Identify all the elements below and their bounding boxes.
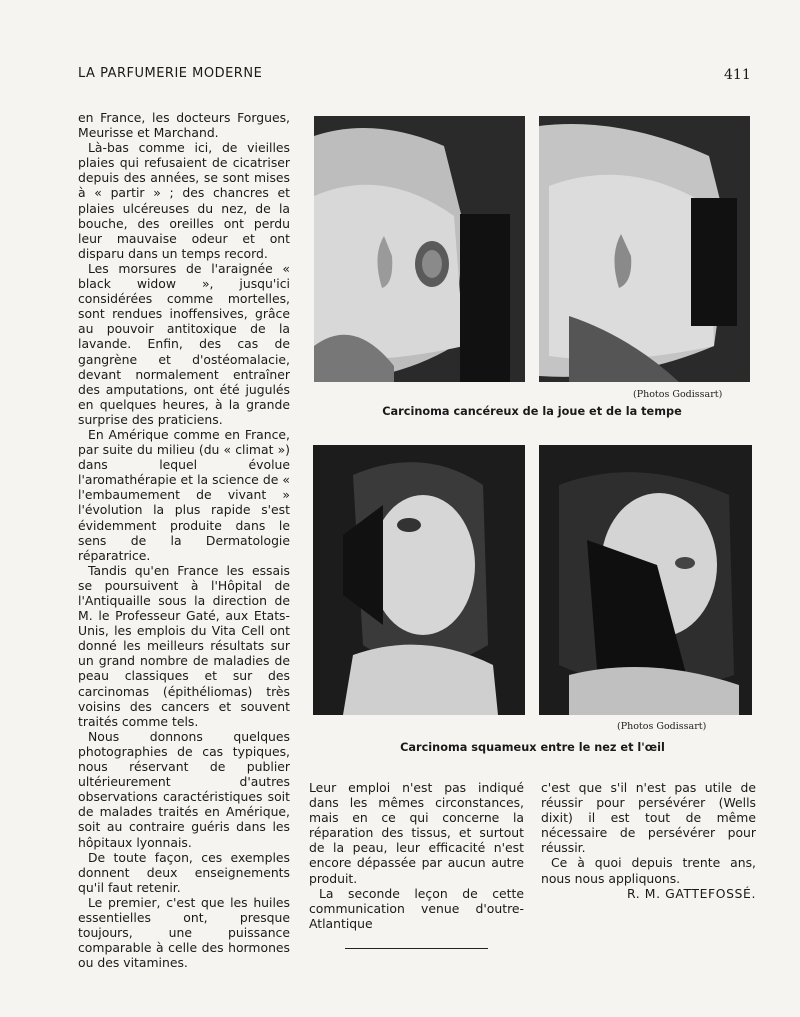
- patient-photo-before: [314, 116, 525, 382]
- end-rule: [345, 948, 488, 949]
- page-number: 411: [724, 67, 751, 83]
- paragraph: Tandis qu'en France les essais se poursuivent à l'Hôpital de l'Antiquaille sous la direction de M. le Professeur Gaté, aux Etats-Unis, les emplois du Vita Cell ont donné les meilleurs résultats sur un grand nombre de maladies de peau classiques et sur des carcinomas (épithéliomas) très voisins des cancers et souvent traités comme tels.: [78, 562, 290, 729]
- paragraph: La seconde leçon de cette communication venue d'outre-Atlantique: [309, 885, 524, 931]
- paragraph: Là-bas comme ici, de vieilles plaies qui refusaient de cicatriser depuis des années, se sont mises à « partir » ; des chancres et plaies ulcéreuses du nez, de la bouche, des oreilles ont perdu leur mauvaise odeur et ont disparu dans un temps record.: [78, 140, 290, 261]
- paragraph: Leur emploi n'est pas indiqué dans les mêmes circonstances, mais en ce qui concerne la réparation des tissus, et surtout de la peau, leur efficacité n'est encore dépassée par aucun autre produit.: [309, 780, 524, 886]
- patient-photo-after: [539, 116, 750, 382]
- paragraph: Le premier, c'est que les huiles essentielles ont, presque toujours, une puissance comparable à celle des hormones ou des vitamines.: [78, 894, 290, 971]
- patient-photo-after: [539, 445, 752, 715]
- author-signature: R. M. GATTEFOSSÉ.: [626, 885, 756, 901]
- paragraph: Nous donnons quelques photographies de cas typiques, nous réservant de publier ultérieurement d'autres observations caractéristiques soit de malades traités en Amérique, soit au contraire guéris dans les hôpitaux lyonnais.: [78, 728, 290, 850]
- photo-credit: (Photos Godissart): [633, 389, 723, 400]
- left-text-column: [78, 110, 290, 970]
- patient-photo-before: [313, 445, 525, 715]
- paragraph: Ce à quoi depuis trente ans, nous nous appliquons.: [541, 855, 756, 886]
- paragraph: c'est que s'il n'est pas utile de réussir pour persévérer (Wells dixit) il est tout de même nécessaire de persévérer pour réussir.: [541, 780, 756, 856]
- paragraph: De toute façon, ces exemples donnent deux enseignements qu'il faut retenir.: [78, 849, 290, 895]
- right-text-column: [541, 780, 756, 901]
- figure-caption: Carcinoma squameux entre le nez et l'œil: [400, 741, 665, 754]
- photo-credit: (Photos Godissart): [617, 721, 707, 732]
- journal-title: LA PARFUMERIE MODERNE: [78, 66, 263, 81]
- middle-text-column: [309, 780, 524, 931]
- paragraph: En Amérique comme en France, par suite du milieu (du « climat ») dans lequel évolue l'aromathérapie et la science de « l'embaumement de vivant » l'évolution la plus rapide s'est évidemment produite dans le sens de la Dermatologie réparatrice.: [78, 426, 290, 563]
- paragraph: Les morsures de l'araignée « black widow », jusqu'ici considérées comme mortelles, sont rendues inoffensives, grâce au pouvoir antitoxique de la lavande. Enfin, des cas de gangrène et d'ostéomalacie, devant normalement entraîner des amputations, ont été jugulés en quelques heures, à la grande surprise des praticiens.: [78, 260, 290, 427]
- figure-caption: Carcinoma cancéreux de la joue et de la tempe: [382, 405, 682, 418]
- paragraph: en France, les docteurs Forgues, Meurisse et Marchand.: [78, 110, 290, 141]
